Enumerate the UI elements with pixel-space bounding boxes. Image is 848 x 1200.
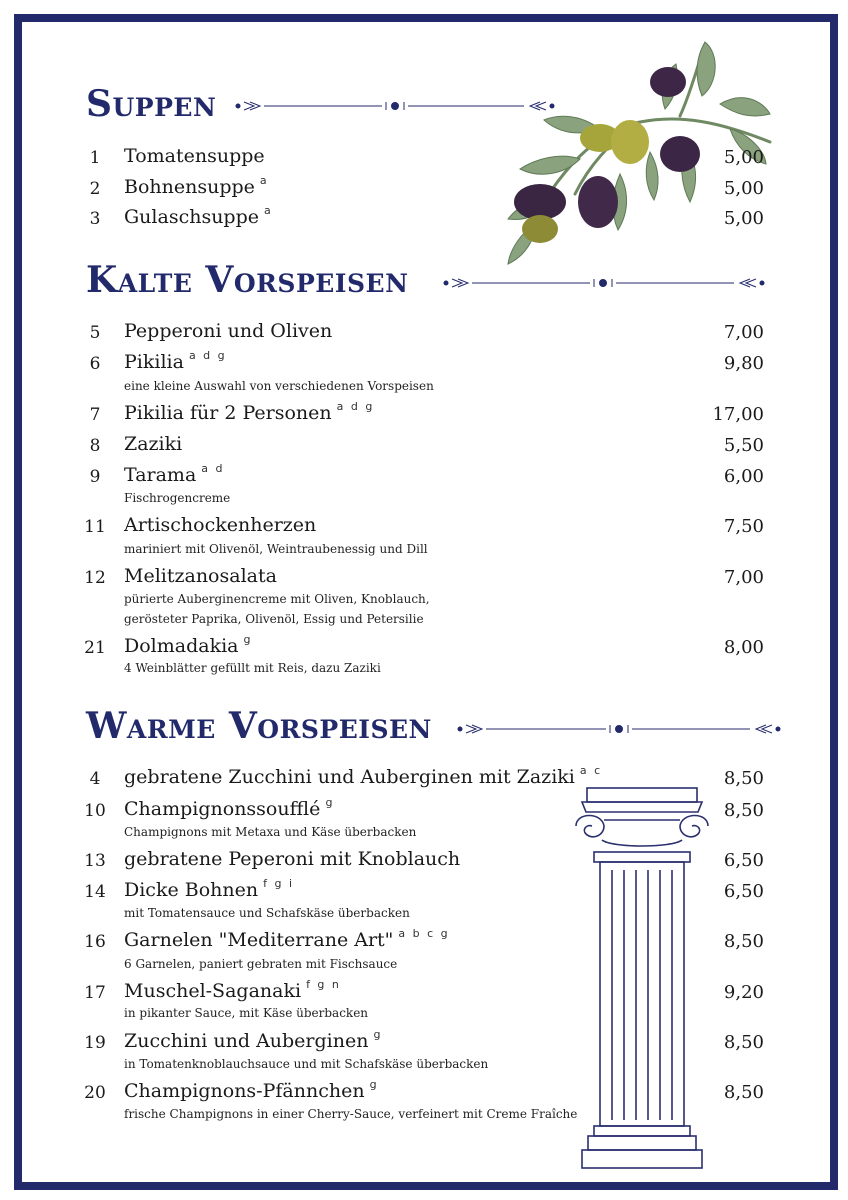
item-number: 4 — [89, 769, 101, 789]
item-description: Champignons mit Metaxa und Käse überbacken — [124, 825, 417, 839]
item-number: 13 — [84, 851, 106, 871]
item-price: 7,00 — [723, 567, 764, 588]
item-name: gebratene Zucchini und Auberginen mit Zaziki $^{a c}$ — [124, 764, 603, 788]
item-name: Dicke Bohnen $^{f g i}$ — [124, 877, 295, 901]
item-description: 4 Weinblätter gefüllt mit Reis, dazu Zaziki — [124, 661, 381, 675]
item-price: 6,00 — [723, 466, 764, 487]
allergen-codes: f g i — [263, 877, 295, 890]
item-price: 5,00 — [723, 178, 764, 199]
item-price: 9,80 — [723, 353, 764, 374]
item-number: 19 — [84, 1033, 106, 1053]
item-number: 8 — [89, 436, 101, 456]
menu-item — [0, 206, 848, 232]
item-number: 10 — [84, 801, 106, 821]
menu-item — [0, 464, 848, 490]
item-description: pürierte Auberginencreme mit Oliven, Knoblauch, — [124, 592, 430, 606]
item-number: 7 — [89, 405, 101, 425]
item-name: Dolmadakia $^g$ — [124, 633, 253, 657]
item-name: Champignons-Pfännchen $^g$ — [124, 1078, 379, 1102]
item-number: 12 — [84, 568, 106, 588]
item-price: 5,00 — [723, 147, 764, 168]
item-description: frische Champignons in einer Cherry-Sauce, verfeinert mit Creme Fraîche — [124, 1107, 578, 1121]
item-name: Pepperoni und Oliven — [124, 320, 333, 342]
item-price: 7,50 — [723, 516, 764, 537]
ornamental-divider — [440, 273, 768, 293]
menu-item — [0, 320, 848, 346]
item-price: 8,00 — [723, 637, 764, 658]
menu-item — [0, 929, 848, 955]
menu-item — [0, 766, 848, 792]
item-number: 1 — [89, 148, 101, 168]
allergen-codes: a — [264, 204, 273, 217]
menu-item — [0, 1080, 848, 1106]
menu-item — [0, 798, 848, 824]
menu-item — [0, 351, 848, 377]
allergen-codes: f g n — [306, 978, 341, 991]
item-number: 5 — [89, 323, 101, 343]
section-title-kalte-vorspeisen: Kalte Vorspeisen — [86, 259, 409, 301]
item-name: Artischockenherzen — [124, 514, 317, 536]
item-description: Fischrogencreme — [124, 491, 231, 505]
item-price: 8,50 — [723, 1032, 764, 1053]
menu-item — [0, 402, 848, 428]
item-number: 9 — [89, 467, 101, 487]
item-number: 20 — [84, 1083, 106, 1103]
item-price: 6,50 — [723, 850, 764, 871]
item-name: Muschel-Saganaki $^{f g n}$ — [124, 978, 341, 1002]
allergen-codes: a c — [579, 764, 603, 777]
item-price: 8,50 — [723, 768, 764, 789]
item-name: Melitzanosalata — [124, 565, 277, 587]
item-description: gerösteter Paprika, Olivenöl, Essig und Petersilie — [124, 612, 424, 626]
item-description: mit Tomatensauce und Schafskäse überbacken — [124, 906, 410, 920]
menu-item — [0, 848, 848, 874]
item-name: Zucchini und Auberginen $^g$ — [124, 1028, 383, 1052]
menu-item — [0, 176, 848, 202]
menu-item — [0, 1030, 848, 1056]
item-number: 2 — [89, 179, 101, 199]
ornamental-divider — [232, 96, 558, 116]
item-name: Tomatensuppe — [124, 145, 265, 167]
item-description: in Tomatenknoblauchsauce und mit Schafskäse überbacken — [124, 1057, 489, 1071]
allergen-codes: a d — [201, 462, 225, 475]
item-price: 6,50 — [723, 881, 764, 902]
menu-item — [0, 433, 848, 459]
item-number: 21 — [84, 638, 106, 658]
menu-item — [0, 879, 848, 905]
item-name: Pikilia für 2 Personen $^{a d g}$ — [124, 400, 375, 424]
item-number: 6 — [89, 354, 101, 374]
item-name: Bohnensuppe $^a$ — [124, 174, 269, 198]
section-title-suppen: Suppen — [86, 83, 217, 125]
item-price: 5,00 — [723, 208, 764, 229]
item-description: mariniert mit Olivenöl, Weintraubenessig und Dill — [124, 542, 428, 556]
item-description: eine kleine Auswahl von verschiedenen Vorspeisen — [124, 379, 434, 393]
item-number: 14 — [84, 882, 106, 902]
item-name: Tarama $^{a d}$ — [124, 462, 225, 486]
allergen-codes: a d g — [188, 349, 227, 362]
item-price: 7,00 — [723, 322, 764, 343]
allergen-codes: g — [243, 633, 253, 646]
item-name: Gulaschsuppe $^a$ — [124, 204, 273, 228]
item-price: 8,50 — [723, 931, 764, 952]
item-price: 17,00 — [712, 404, 764, 425]
item-description: 6 Garnelen, paniert gebraten mit Fischsauce — [124, 957, 398, 971]
item-description: in pikanter Sauce, mit Käse überbacken — [124, 1006, 369, 1020]
item-number: 16 — [84, 932, 106, 952]
item-name: Garnelen "Mediterrane Art" $^{a b c g}$ — [124, 927, 450, 951]
item-name: Zaziki — [124, 433, 183, 455]
item-price: 8,50 — [723, 1082, 764, 1103]
item-number: 3 — [89, 209, 101, 229]
item-number: 17 — [84, 983, 106, 1003]
menu-item — [0, 145, 848, 171]
allergen-codes: g — [369, 1078, 379, 1091]
menu-item — [0, 565, 848, 591]
item-price: 8,50 — [723, 800, 764, 821]
section-title-warme-vorspeisen: Warme Vorspeisen — [86, 705, 432, 747]
allergen-codes: g — [325, 796, 335, 809]
allergen-codes: a — [259, 174, 269, 187]
allergen-codes: a d g — [336, 400, 375, 413]
item-name: gebratene Peperoni mit Knoblauch — [124, 848, 461, 870]
item-price: 9,20 — [723, 982, 764, 1003]
menu-item — [0, 514, 848, 540]
item-name: Pikilia $^{a d g}$ — [124, 349, 227, 373]
allergen-codes: g — [373, 1028, 383, 1041]
item-name: Champignonssoufflé $^g$ — [124, 796, 335, 820]
ornamental-divider — [454, 719, 784, 739]
allergen-codes: a b c g — [398, 927, 450, 940]
item-number: 11 — [84, 517, 106, 537]
item-price: 5,50 — [723, 435, 764, 456]
